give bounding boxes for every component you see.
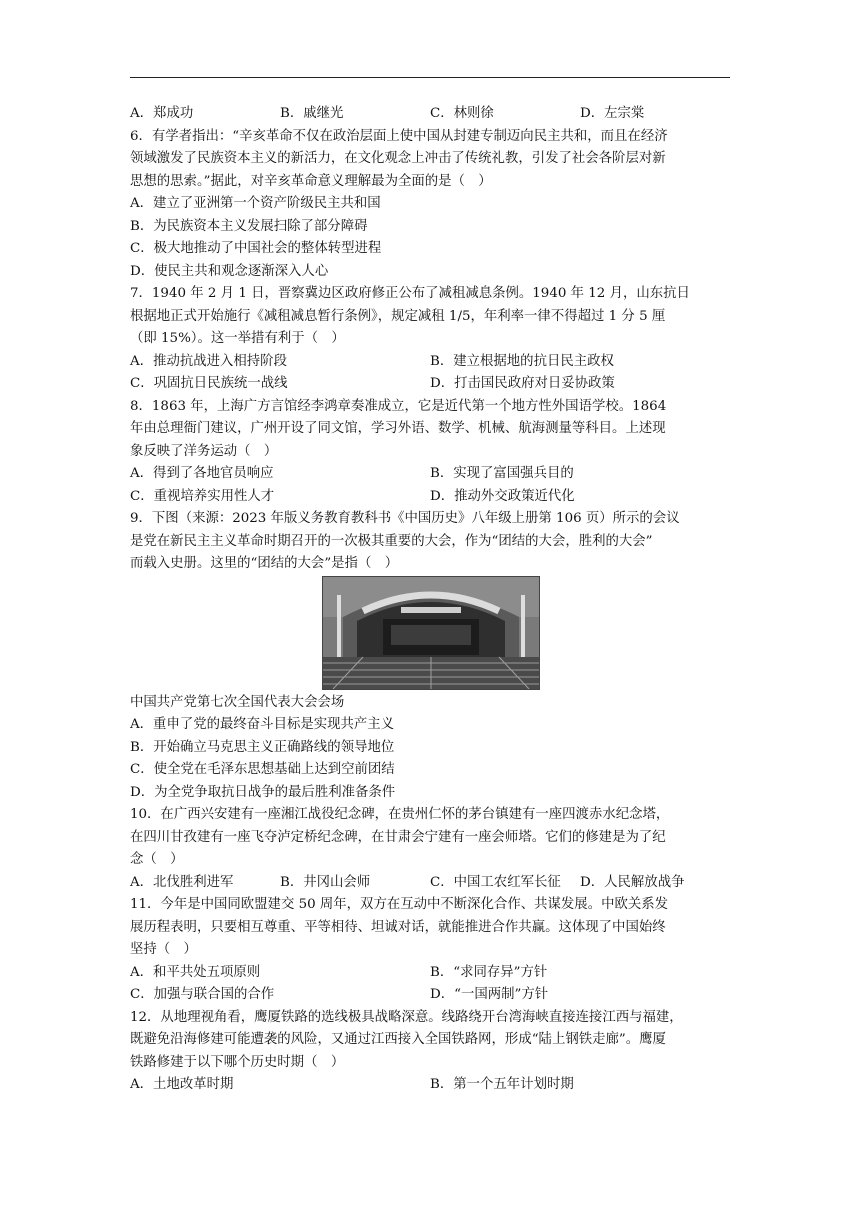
q10-stem-line: 在四川甘孜建有一座飞夺泸定桥纪念碑，在甘肃会宁建有一座会师塔。它们的修建是为了纪 [130, 829, 666, 845]
q9-option-c[interactable]: C．使全党在毛泽东思想基础上达到空前团结 [130, 762, 395, 777]
question-9 [130, 508, 730, 804]
q5-option-b[interactable]: B．戚继光 [280, 106, 344, 121]
q10-stem-line: 念（ ） [130, 852, 184, 867]
question-6 [130, 126, 730, 284]
q11-stem-line: 11．今年是中国同欧盟建交 50 周年，双方在互动中不断深化合作、共谋发展。中欧关系发 [130, 897, 669, 912]
q9-option-b[interactable]: B．开始确立马克思主义正确路线的领导地位 [130, 739, 395, 755]
q5-options [130, 103, 730, 126]
q7-stem-line: 根据地正式开始施行《减租减息暂行条例》，规定减租 1/5，年利率一律不得超过 1 分 5 厘 [130, 308, 666, 324]
q12-stem-line: 铁路修建于以下哪个历史时期（ ） [130, 1054, 345, 1070]
q9-stem-line: 而载入史册。这里的“团结的大会”是指（ ） [130, 556, 399, 571]
q10-option-b[interactable]: B．井冈山会师 [280, 874, 371, 890]
q11-option-b[interactable]: B．“求同存异”方针 [430, 964, 548, 980]
q8-stem-line: 年由总理衙门建议，广州开设了同文馆，学习外语、数学、机械、航海测量等科目。上述现 [130, 421, 666, 436]
question-12 [130, 1007, 730, 1097]
q11-option-a[interactable]: A．和平共处五项原则 [130, 964, 261, 980]
q9-option-d[interactable]: D．为全党争取抗日战争的最后胜利准备条件 [130, 784, 396, 800]
q8-option-c[interactable]: C．重视培养实用性人才 [130, 488, 275, 504]
question-content [130, 103, 730, 1097]
q10-options [130, 872, 730, 895]
figure-caption: 中国共产党第七次全国代表大会会场 [130, 694, 345, 710]
q5-option-c[interactable]: C．林则徐 [430, 106, 494, 121]
q6-option-c[interactable]: C．极大地推动了中国社会的整体转型进程 [130, 241, 382, 256]
q8-options-row [130, 486, 730, 509]
q8-option-d[interactable]: D．推动外交政策近代化 [430, 488, 575, 504]
q11-option-d[interactable]: D．“一国两制”方针 [430, 987, 549, 1002]
q10-stem-line: 10．在广西兴安建有一座湘江战役纪念碑，在贵州仁怀的茅台镇建有一座四渡赤水纪念塔， [130, 807, 670, 822]
q10-option-d[interactable]: D．人民解放战争 [580, 874, 685, 890]
q5-option-a[interactable]: A．郑成功 [130, 106, 194, 121]
q6-stem-line: 6．有学者指出：“辛亥革命不仅在政治层面上使中国从封建专制迈向民主共和，而且在经济 [130, 128, 668, 144]
q5-option-d[interactable]: D．左宗棠 [580, 106, 645, 121]
q8-option-a[interactable]: A．得到了各地官员响应 [130, 466, 274, 481]
q6-option-d[interactable]: D．使民主共和观念逐渐深入人心 [130, 263, 329, 279]
q7-option-c[interactable]: C．巩固抗日民族统一战线 [130, 376, 288, 391]
q6-stem-line: 领域激发了民族资本主义的新活力，在文化观念上冲击了传统礼教，引发了社会各阶层对新 [130, 151, 666, 166]
q7-stem-line: 7．1940 年 2 月 1 日，晋察冀边区政府修正公布了减租减息条例。1940 年 12 月，山东抗日 [130, 286, 690, 301]
question-7 [130, 283, 730, 396]
q7-option-d[interactable]: D．打击国民政府对日妥协政策 [430, 376, 615, 391]
q12-option-a[interactable]: A．土地改革时期 [130, 1077, 234, 1092]
q12-option-b[interactable]: B．第一个五年计划时期 [430, 1077, 574, 1092]
q11-option-c[interactable]: C．加强与联合国的合作 [130, 987, 275, 1002]
q8-options-row [130, 463, 730, 486]
question-11 [130, 894, 730, 1007]
q9-option-a[interactable]: A．重申了党的最终奋斗目标是实现共产主义 [130, 717, 395, 732]
q9-stem-line: 是党在新民主主义革命时期召开的一次极其重要的大会，作为“团结的大会，胜利的大会” [130, 533, 653, 549]
q7-option-a[interactable]: A．推动抗战进入相持阶段 [130, 353, 287, 369]
q6-stem-line: 思想的思索。”据此，对辛亥革命意义理解最为全面的是（ ） [130, 173, 492, 189]
q12-stem-line: 既避免沿海修建可能遭袭的风险，又通过江西接入全国铁路网，形成“陆上钢铁走廊”。鹰厦 [130, 1032, 666, 1047]
q7-stem-line: （即 15%）。这一举措有利于（ ） [130, 331, 345, 346]
q11-stem-line: 坚持（ ） [130, 942, 197, 957]
question-10 [130, 804, 730, 894]
q6-option-b[interactable]: B．为民族资本主义发展扫除了部分障碍 [130, 218, 368, 234]
q11-options-row [130, 984, 730, 1007]
q12-options-row [130, 1074, 730, 1097]
q12-stem-line: 12．从地理视角看，鹰厦铁路的选线极具战略深意。线路绕开台湾海峡直接连接江西与福建， [130, 1009, 683, 1025]
q7-option-b[interactable]: B．建立根据地的抗日民主政权 [430, 353, 614, 369]
q9-stem-line: 9．下图（来源：2023 年版义务教育教科书《中国历史》八年级上册第 106 页）所示的会议 [130, 511, 680, 526]
q8-stem-line: 8．1863 年，上海广方言馆经李鸿章奏准成立，它是近代第一个地方性外国语学校。1864 [130, 398, 667, 414]
question-8 [130, 396, 730, 509]
q11-stem-line: 展历程表明，只要相互尊重、平等相待、坦诚对话，就能推进合作共赢。这体现了中国始终 [130, 919, 666, 935]
figure-container [130, 576, 730, 692]
q11-options-row [130, 962, 730, 985]
congress-hall-illustration [323, 577, 539, 689]
q7-options-row [130, 373, 730, 396]
q10-option-a[interactable]: A．北伐胜利进军 [130, 874, 234, 890]
q6-option-a[interactable]: A．建立了亚洲第一个资产阶级民主共和国 [130, 196, 381, 211]
q7-options-row [130, 351, 730, 374]
q10-option-c[interactable]: C．中国工农红军长征 [430, 874, 561, 890]
header-rule [130, 77, 730, 78]
q8-option-b[interactable]: B．实现了富国强兵目的 [430, 466, 574, 481]
congress-hall-photo [322, 576, 540, 690]
q8-stem-line: 象反映了洋务运动（ ） [130, 443, 278, 459]
